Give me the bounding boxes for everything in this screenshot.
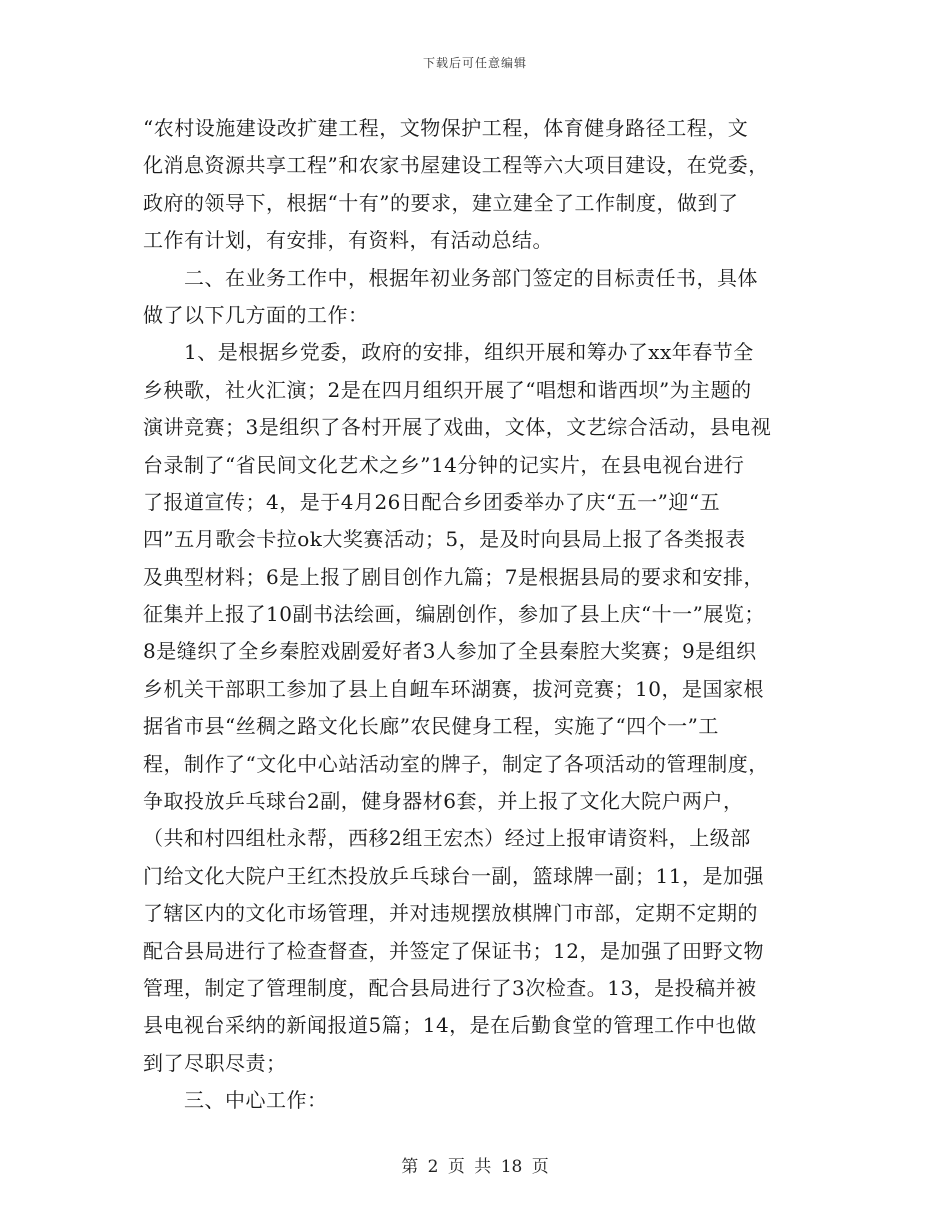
text-line: 征集并上报了10副书法绘画，编剧创作，参加了县上庆“十一”展览； [143, 602, 765, 627]
text-line: 8是缝织了全乡秦腔戏剧爱好者3人参加了全县秦腔大奖赛；9是组织 [143, 639, 757, 664]
text-line: 了辖区内的文化市场管理，并对违规摆放棋牌门市部，定期不定期的 [143, 901, 758, 926]
text-line: 县电视台采纳的新闻报道5篇；14，是在后勤食堂的管理工作中也做 [143, 1013, 757, 1038]
section-heading-line: 三、中心工作： [143, 1088, 328, 1113]
text-line: 乡机关干部职工参加了县上自衄车环湖赛，拔河竞赛；10，是国家根 [143, 676, 764, 701]
text-line: 1、是根据乡党委，政府的安排，组织开展和筹办了xx年春节全 [143, 340, 754, 365]
page-header: 下载后可任意编辑 [422, 56, 527, 70]
text-line: 乡秧歌，社火汇演；2是在四月组织开展了“唱想和谐西坝”为主题的 [143, 377, 752, 402]
text-line: 演讲竞赛；3是组织了各村开展了戏曲，文体，文艺综合活动，县电视 [143, 415, 772, 440]
section-heading-line: 二、在业务工作中，根据年初业务部门签定的目标责任书，具体 [143, 265, 758, 290]
text-line: 及典型材料；6是上报了剧目创作九篇；7是根据县局的要求和安排， [143, 564, 764, 589]
page-number: 第 2 页 共 18 页 [401, 1157, 549, 1177]
text-line: 争取投放乒乓球台2副，健身器材6套，并上报了文化大院户两户， [143, 789, 744, 814]
text-line: 程，制作了“文化中心站活动室的牌子，制定了各项活动的管理制度， [143, 751, 769, 776]
text-line: 到了尽职尽责； [143, 1050, 287, 1075]
text-line: 化消息资源共享工程”和农家书屋建设工程等六大项目建设，在党委， [143, 153, 769, 178]
text-line: 做了以下几方面的工作： [143, 302, 369, 327]
text-line: 据省市县“丝稠之路文化长廊”农民健身工程，实施了“四个一”工 [143, 714, 719, 739]
text-line: 工作有计划，有安排，有资料，有活动总结。 [143, 228, 553, 253]
text-line: 门给文化大院户王红杰投放乒乓球台一副，篮球牌一副；11，是加强 [143, 863, 764, 888]
text-line: 了报道宣传；4，是于4月26日配合乡团委举办了庆“五一”迎“五 [143, 489, 721, 514]
document-body [143, 110, 811, 1120]
text-line: 台录制了“省民间文化艺术之乡”14分钟的记实片，在县电视台进行 [143, 452, 745, 477]
text-line: 配合县局进行了检查督查，并签定了保证书；12，是加强了田野文物 [143, 938, 764, 963]
text-line: 管理，制定了管理制度，配合县局进行了3次检查。13，是投稿并被 [143, 975, 757, 1000]
text-line: （共和村四组杜永帮，西移2组王宏杰）经过上报审请资料，上级部 [143, 826, 751, 851]
text-line: 四”五月歌会卡拉ok大奖赛活动；5，是及时向县局上报了各类报表 [143, 527, 746, 552]
text-line: 政府的领导下，根据“十有”的要求，建立建全了工作制度，做到了 [143, 190, 739, 215]
text-line: “农村设施建设改扩建工程，文物保护工程，体育健身路径工程，文 [143, 116, 749, 140]
